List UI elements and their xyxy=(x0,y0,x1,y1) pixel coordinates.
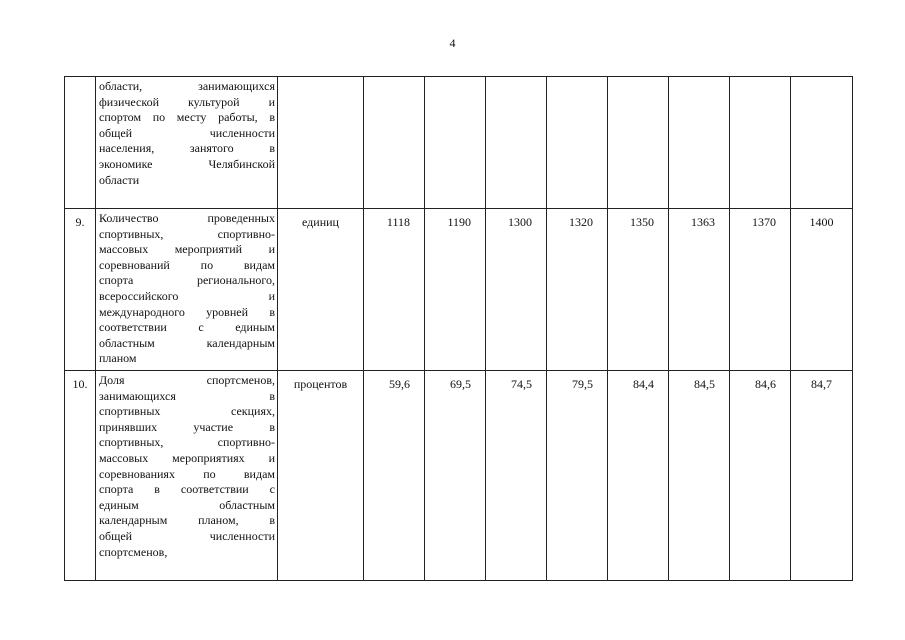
description-line: принявших участие в xyxy=(99,419,275,434)
value-cell xyxy=(547,77,608,209)
value-cell: 1370 xyxy=(730,209,791,371)
description-line: соответствии с единым xyxy=(99,320,275,335)
description-line: спорта регионального, xyxy=(99,273,275,288)
description-line: спортивных секциях, xyxy=(99,404,275,419)
unit-of-measure xyxy=(278,77,364,209)
value-cell xyxy=(425,77,486,209)
description-line: календарным планом, в xyxy=(99,513,275,528)
description-line: соревнований по видам xyxy=(99,257,275,272)
description-line: международного уровней в xyxy=(99,304,275,319)
description-line: массовых мероприятий и xyxy=(99,242,275,257)
description-line: областным календарным xyxy=(99,335,275,350)
value-cell: 1118 xyxy=(364,209,425,371)
table-row xyxy=(65,371,853,581)
description-line: соревнованиях по видам xyxy=(99,466,275,481)
description-line: спортом по месту работы, в xyxy=(99,110,275,125)
description-line: Доля спортсменов, xyxy=(99,373,275,387)
value-cell xyxy=(791,77,853,209)
value-cell: 1320 xyxy=(547,209,608,371)
value-cell: 84,4 xyxy=(608,371,669,581)
description-line: занимающихся в xyxy=(99,388,275,403)
value-cell xyxy=(364,77,425,209)
value-cell: 84,5 xyxy=(669,371,730,581)
unit-of-measure: единиц xyxy=(278,209,364,371)
description-line: физической культурой и xyxy=(99,94,275,109)
indicators-table xyxy=(64,76,853,581)
value-cell xyxy=(608,77,669,209)
value-cell: 1300 xyxy=(486,209,547,371)
value-cell: 59,6 xyxy=(364,371,425,581)
description-line: спортивных, спортивно- xyxy=(99,226,275,241)
row-number: 9. xyxy=(65,209,96,371)
value-cell xyxy=(669,77,730,209)
description-line: спортивных, спортивно- xyxy=(99,435,275,450)
description-line: всероссийского и xyxy=(99,288,275,303)
indicator-description xyxy=(96,209,278,371)
value-cell: 1363 xyxy=(669,209,730,371)
indicator-description xyxy=(96,77,278,209)
description-line: общей численности xyxy=(99,125,275,140)
value-cell: 1190 xyxy=(425,209,486,371)
description-line: планом xyxy=(99,351,137,366)
description-line: массовых мероприятиях и xyxy=(99,450,275,465)
unit-of-measure: процентов xyxy=(278,371,364,581)
table-row xyxy=(65,209,853,371)
value-cell: 84,7 xyxy=(791,371,853,581)
row-number xyxy=(65,77,96,209)
description-line: общей численности xyxy=(99,528,275,543)
description-line: Количество проведенных xyxy=(99,211,275,225)
value-cell: 84,6 xyxy=(730,371,791,581)
row-number: 10. xyxy=(65,371,96,581)
value-cell: 1400 xyxy=(791,209,853,371)
value-cell: 79,5 xyxy=(547,371,608,581)
value-cell: 1350 xyxy=(608,209,669,371)
description-line: области xyxy=(99,172,140,187)
value-cell: 69,5 xyxy=(425,371,486,581)
indicator-description xyxy=(96,371,278,581)
description-line: населения, занятого в xyxy=(99,141,275,156)
table-row xyxy=(65,77,853,209)
description-line: экономике Челябинской xyxy=(99,156,275,171)
value-cell: 74,5 xyxy=(486,371,547,581)
page-number: 4 xyxy=(449,36,456,50)
description-line: единым областным xyxy=(99,497,275,512)
description-line: области, занимающихся xyxy=(99,79,275,93)
description-line: спортсменов, xyxy=(99,544,168,559)
value-cell xyxy=(486,77,547,209)
description-line: спорта в соответствии с xyxy=(99,482,275,497)
value-cell xyxy=(730,77,791,209)
